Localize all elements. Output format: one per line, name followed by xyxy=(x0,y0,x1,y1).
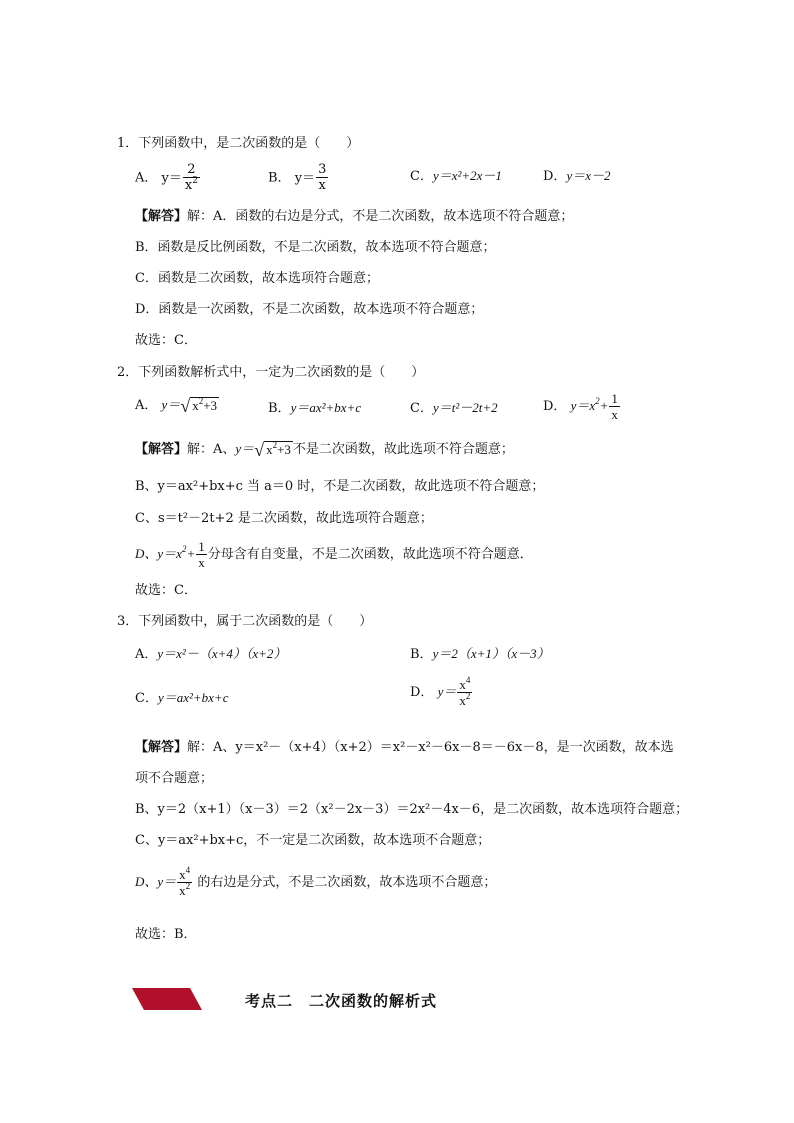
q3-option-d xyxy=(410,675,473,708)
q1-answer-line-2: B．函数是反比例函数，不是二次函数，故本选项不符合题意； xyxy=(135,240,496,255)
q3-choice: 故选：B． xyxy=(135,927,197,942)
q2-option-b-expr: y＝ax²+bx+c xyxy=(290,400,362,415)
q1-option-a xyxy=(135,163,201,193)
q3-option-c-expr: y＝ax²+bx+c xyxy=(157,690,229,705)
q1-option-a-label: A． xyxy=(135,170,158,186)
q1-option-b-label: B． xyxy=(268,170,291,186)
section-banner-shape xyxy=(132,988,202,1010)
q1-option-b xyxy=(268,163,329,193)
q2-option-a-expr: y＝√ $x^2+3$ xyxy=(161,396,218,417)
q1-answer-text-1: 解：A．函数的右边是分式，不是二次函数，故本选项不符合题意； xyxy=(187,209,574,224)
q2-option-d-expr: $y=x^2+$ $\frac{1}{x}$ xyxy=(570,391,618,422)
q3-option-a-expr: y＝x²－（x+4）（x+2） xyxy=(157,646,287,661)
q3-answer-line-3: C、y＝ax²+bx+c，不一定是二次函数，故本选项不合题意； xyxy=(135,833,491,848)
q2-answer-line-4: D、$y=x^2+$ $\frac{1}{x}$ 分母含有自变量，不是二次函数，故此选项不符合题意． xyxy=(135,539,533,570)
q3-option-c-label: C． xyxy=(135,691,158,706)
question-2-stem: 2．下列函数解析式中，一定为二次函数的是（ ） xyxy=(117,365,425,380)
q1-choice: 故选：C． xyxy=(135,333,197,348)
q2-option-c xyxy=(410,399,498,418)
section-title: 考点二 二次函数的解析式 xyxy=(245,992,438,1010)
q3-option-a-label: A． xyxy=(135,647,158,662)
q1-option-b-expr: y＝ $\frac{3}{x}$ xyxy=(294,162,327,193)
q1-option-c-expr: y＝x²+2x－1 xyxy=(432,168,502,183)
q2-option-b-label: B． xyxy=(268,401,291,416)
q2-option-c-expr: y＝t²－2t+2 xyxy=(432,400,498,415)
q2-option-d-label: D． xyxy=(543,398,567,414)
q3-answer-line-4: D、y＝ $\frac{x^4}{x^2}$ 的右边是分式，不是二次函数，故本选项不合题意； xyxy=(135,865,497,898)
q3-answer-line-1-cont: 项不合题意； xyxy=(135,771,214,786)
q3-answer-text-1: 解：A、y＝x²－（x+4）（x+2）＝x²－x²－6x－8＝－6x－8，是一次函数，故本选 xyxy=(187,740,674,755)
q3-answer-text-4b: 的右边是分式，不是二次函数，故本选项不合题意； xyxy=(197,874,497,890)
q2-answer-tag: 【解答】 xyxy=(135,442,188,457)
q3-option-b-label: B． xyxy=(410,647,433,662)
q1-answer-line-4: D．函数是一次函数，不是二次函数，故本选项不符合题意； xyxy=(135,302,484,317)
q3-option-d-label: D． xyxy=(410,684,434,700)
q1-answer-tag: 【解答】 xyxy=(135,209,188,224)
q2-answer-line-3: C、s＝t²－2t+2 是二次函数，故此选项符合题意； xyxy=(135,511,433,526)
q2-answer-text-1a: 解：A、 xyxy=(187,442,236,457)
q1-option-d-label: D． xyxy=(543,169,567,184)
q3-answer-tag: 【解答】 xyxy=(135,740,188,755)
q2-option-b xyxy=(268,399,361,418)
q2-option-d xyxy=(543,392,621,422)
q3-option-b-expr: y＝2（x+1）（x－3） xyxy=(432,646,550,661)
q1-option-d xyxy=(543,167,610,186)
q2-choice: 故选：C． xyxy=(135,583,197,598)
q1-answer-line-3: C．函数是二次函数，故本选项符合题意； xyxy=(135,271,379,286)
q3-option-d-expr: y＝ $\frac{x^4}{x^2}$ xyxy=(437,675,471,708)
question-1-stem: 1．下列函数中，是二次函数的是（ ） xyxy=(117,136,360,151)
q1-option-d-expr: y＝x－2 xyxy=(566,168,611,183)
q2-answer-text-1b: 不是二次函数，故此选项不符合题意； xyxy=(292,442,514,457)
q2-option-c-label: C． xyxy=(410,401,433,416)
q2-answer-line-1: 【解答】解：A、y＝√ $x^2+3$ 不是二次函数，故此选项不符合题意； xyxy=(135,440,514,461)
q1-option-c-label: C． xyxy=(410,169,433,184)
q3-option-c xyxy=(135,689,228,708)
q2-option-a xyxy=(135,396,219,415)
q1-option-a-expr: y＝ $\frac{2}{x^2}$ xyxy=(161,162,198,193)
q3-answer-line-1 xyxy=(135,739,674,757)
q1-answer-line-1 xyxy=(135,208,573,226)
q2-option-a-label: A． xyxy=(135,398,158,413)
q2-answer-text-4b: 分母含有自变量，不是二次函数，故此选项不符合题意． xyxy=(207,546,533,562)
q3-option-b xyxy=(410,645,550,664)
question-3-stem: 3．下列函数中，属于二次函数的是（ ） xyxy=(117,614,373,629)
q3-option-a xyxy=(135,645,286,664)
q1-option-c xyxy=(410,167,502,186)
q2-answer-line-2: B、y＝ax²+bx+c 当 a＝0 时，不是二次函数，故此选项不符合题意； xyxy=(135,479,545,494)
q3-answer-line-2: B、y＝2（x+1）（x－3）＝2（x²－2x－3）＝2x²－4x－6，是二次函数，故本选项符合题意； xyxy=(135,802,689,817)
